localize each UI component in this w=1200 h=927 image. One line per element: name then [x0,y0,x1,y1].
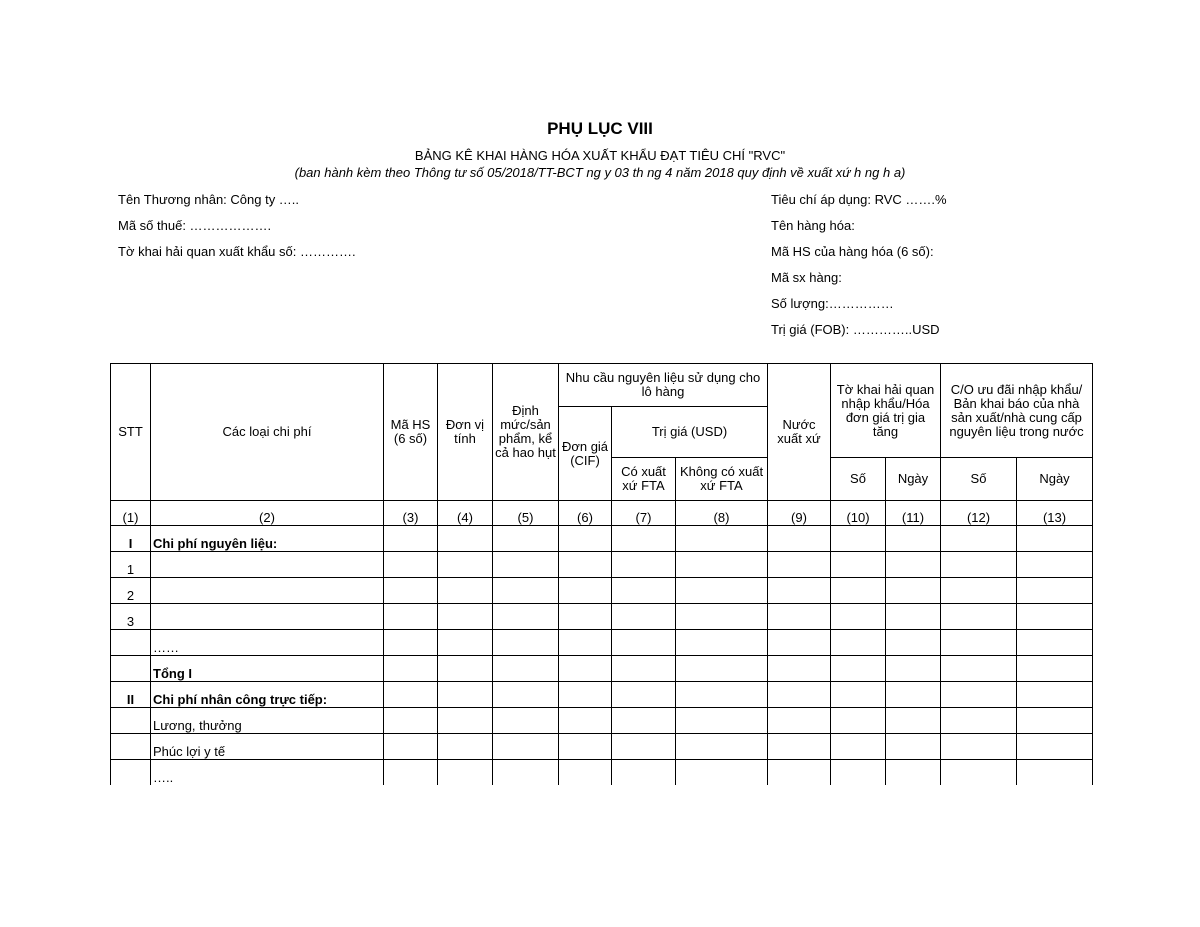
header-row-1 [111,364,1093,407]
header-origin-country: Nước xuất xứ [768,364,831,501]
table-cell [612,526,676,552]
table-cell [612,578,676,604]
table-cell [676,552,768,578]
table-cell [941,604,1017,630]
table-cell [438,630,493,656]
table-cell [612,552,676,578]
export-declaration-field: Tờ khai hải quan xuất khẩu số: …………. [118,244,356,259]
criteria-field: Tiêu chí áp dụng: RVC …….% [771,192,947,207]
table-cell [1017,708,1093,734]
column-number-row [111,501,1093,526]
table-cell [384,526,438,552]
table-cell [384,552,438,578]
header-without-fta: Không có xuất xứ FTA [676,458,768,501]
table-cell [676,630,768,656]
row-stt [111,760,151,786]
table-cell [886,552,941,578]
table-cell [768,656,831,682]
table-body [111,526,1093,786]
row-label: ….. [151,760,384,786]
table-cell [1017,734,1093,760]
table-cell [1017,682,1093,708]
table-row [111,630,1093,656]
legal-basis-note: (ban hành kèm theo Thông tư số 05/2018/TT-BCT ng y 03 th ng 4 năm 2018 quy định về xuất xứ h ng h a) [294,165,906,180]
header-unit-price: Đơn giá (CIF) [559,407,612,501]
table-cell [768,760,831,786]
table-cell [886,656,941,682]
row-label: Tổng I [151,656,384,682]
table-cell [612,760,676,786]
table-row [111,578,1093,604]
table-cell [493,578,559,604]
table-cell [831,630,886,656]
column-number: (8) [676,501,768,526]
table-cell [768,708,831,734]
table-cell [493,708,559,734]
hs-code-field: Mã HS của hàng hóa (6 số): [771,244,934,259]
table-cell [831,682,886,708]
table-cell [493,682,559,708]
column-number: (11) [886,501,941,526]
table-cell [612,630,676,656]
table-cell [941,682,1017,708]
tax-code-field: Mã số thuế: ………………. [118,218,272,233]
header-import-no: Số [831,458,886,501]
merchant-name-field: Tên Thương nhân: Công ty ….. [118,192,300,207]
column-number: (13) [1017,501,1093,526]
row-label: …… [151,630,384,656]
table-cell [831,578,886,604]
table-cell [612,604,676,630]
header-norm: Định mức/sản phẩm, kể cả hao hụt [493,364,559,501]
table-row [111,760,1093,786]
column-number: (5) [493,501,559,526]
table-cell [559,578,612,604]
table-row [111,656,1093,682]
row-stt: I [111,526,151,552]
table-cell [559,734,612,760]
table-cell [941,526,1017,552]
row-label: Chi phí nguyên liệu: [151,526,384,552]
table-cell [493,734,559,760]
table-cell [831,708,886,734]
row-label: Phúc lợi y tế [151,734,384,760]
table-cell [886,526,941,552]
table-cell [886,630,941,656]
table-cell [831,604,886,630]
table-cell [559,526,612,552]
table-cell [493,526,559,552]
table-cell [493,552,559,578]
table-cell [384,708,438,734]
table-cell [1017,604,1093,630]
table-cell [886,682,941,708]
header-co: C/O ưu đãi nhập khẩu/ Bản khai báo của nhà sản xuất/nhà cung cấp nguyên liệu trong nước [941,364,1093,458]
table-cell [768,682,831,708]
column-number: (1) [111,501,151,526]
quantity-field: Số lượng:…………… [771,296,894,311]
table-cell [768,734,831,760]
table-cell [493,630,559,656]
header-with-fta: Có xuất xứ FTA [612,458,676,501]
table-row [111,682,1093,708]
product-code-field: Mã sx hàng: [771,270,842,285]
table-cell [941,552,1017,578]
table-row [111,552,1093,578]
table-cell [438,682,493,708]
table-cell [676,578,768,604]
column-number: (9) [768,501,831,526]
table-cell [384,578,438,604]
table-cell [438,604,493,630]
header-stt: STT [111,364,151,501]
row-label: Lương, thưởng [151,708,384,734]
table-cell [768,630,831,656]
header-co-date: Ngày [1017,458,1093,501]
row-stt: 3 [111,604,151,630]
table-cell [676,760,768,786]
table-cell [1017,760,1093,786]
row-stt: 1 [111,552,151,578]
table-cell [886,578,941,604]
goods-name-field: Tên hàng hóa: [771,218,855,233]
column-number: (10) [831,501,886,526]
table-cell [831,734,886,760]
table-cell [941,760,1017,786]
table-cell [384,682,438,708]
header-cost-types: Các loại chi phí [151,364,384,501]
row-stt: 2 [111,578,151,604]
table-cell [1017,656,1093,682]
table-cell [768,604,831,630]
header-value-usd: Trị giá (USD) [612,407,768,458]
column-number: (12) [941,501,1017,526]
table-cell [438,708,493,734]
table-cell [831,760,886,786]
table-cell [493,656,559,682]
row-stt [111,708,151,734]
table-cell [1017,526,1093,552]
row-stt: II [111,682,151,708]
table-cell [438,734,493,760]
table-row [111,734,1093,760]
table-cell [438,656,493,682]
row-label [151,552,384,578]
table-cell [493,760,559,786]
fob-value-field: Trị giá (FOB): …………..USD [771,322,940,337]
table-cell [941,734,1017,760]
table-cell [768,526,831,552]
row-stt [111,656,151,682]
table-cell [831,526,886,552]
table-row [111,708,1093,734]
column-number: (3) [384,501,438,526]
header-hs-code: Mã HS (6 số) [384,364,438,501]
table-cell [1017,578,1093,604]
header-co-no: Số [941,458,1017,501]
document-subtitle: BẢNG KÊ KHAI HÀNG HÓA XUẤT KHẨU ĐẠT TIÊU CHÍ "RVC" [414,148,786,163]
row-label: Chi phí nhân công trực tiếp: [151,682,384,708]
header-import-declaration: Tờ khai hải quan nhập khẩu/Hóa đơn giá trị gia tăng [831,364,941,458]
table-cell [768,578,831,604]
table-row [111,526,1093,552]
table-cell [384,604,438,630]
table-cell [941,578,1017,604]
table-cell [831,656,886,682]
table-cell [493,604,559,630]
table-cell [612,682,676,708]
row-label [151,578,384,604]
table-cell [559,760,612,786]
table-cell [612,656,676,682]
table-cell [384,734,438,760]
table-cell [1017,630,1093,656]
table-cell [438,760,493,786]
table-cell [676,734,768,760]
table-cell [886,604,941,630]
row-stt [111,734,151,760]
header-unit: Đơn vị tính [438,364,493,501]
table-cell [941,708,1017,734]
table-cell [612,708,676,734]
table-cell [831,552,886,578]
table-cell [676,708,768,734]
table-cell [676,656,768,682]
table-cell [559,630,612,656]
table-cell [612,734,676,760]
table-cell [384,656,438,682]
table-cell [559,552,612,578]
table-cell [438,552,493,578]
table-cell [676,604,768,630]
table-cell [941,656,1017,682]
table-cell [886,708,941,734]
table-cell [559,708,612,734]
table-cell [1017,552,1093,578]
row-label [151,604,384,630]
table-cell [384,760,438,786]
cost-declaration-table [110,363,1093,785]
table-cell [676,682,768,708]
column-number: (7) [612,501,676,526]
table-cell [559,682,612,708]
column-number: (2) [151,501,384,526]
table-cell [384,630,438,656]
header-import-date: Ngày [886,458,941,501]
table-cell [438,578,493,604]
table-cell [676,526,768,552]
row-stt [111,630,151,656]
page-title: PHỤ LỤC VIII [547,119,653,138]
column-number: (4) [438,501,493,526]
table-cell [941,630,1017,656]
table-cell [768,552,831,578]
header-material-need: Nhu cầu nguyên liệu sử dụng cho lô hàng [559,364,768,407]
table-cell [559,656,612,682]
table-cell [438,526,493,552]
table-cell [559,604,612,630]
table-row [111,604,1093,630]
column-number: (6) [559,501,612,526]
table-cell [886,734,941,760]
table-cell [886,760,941,786]
